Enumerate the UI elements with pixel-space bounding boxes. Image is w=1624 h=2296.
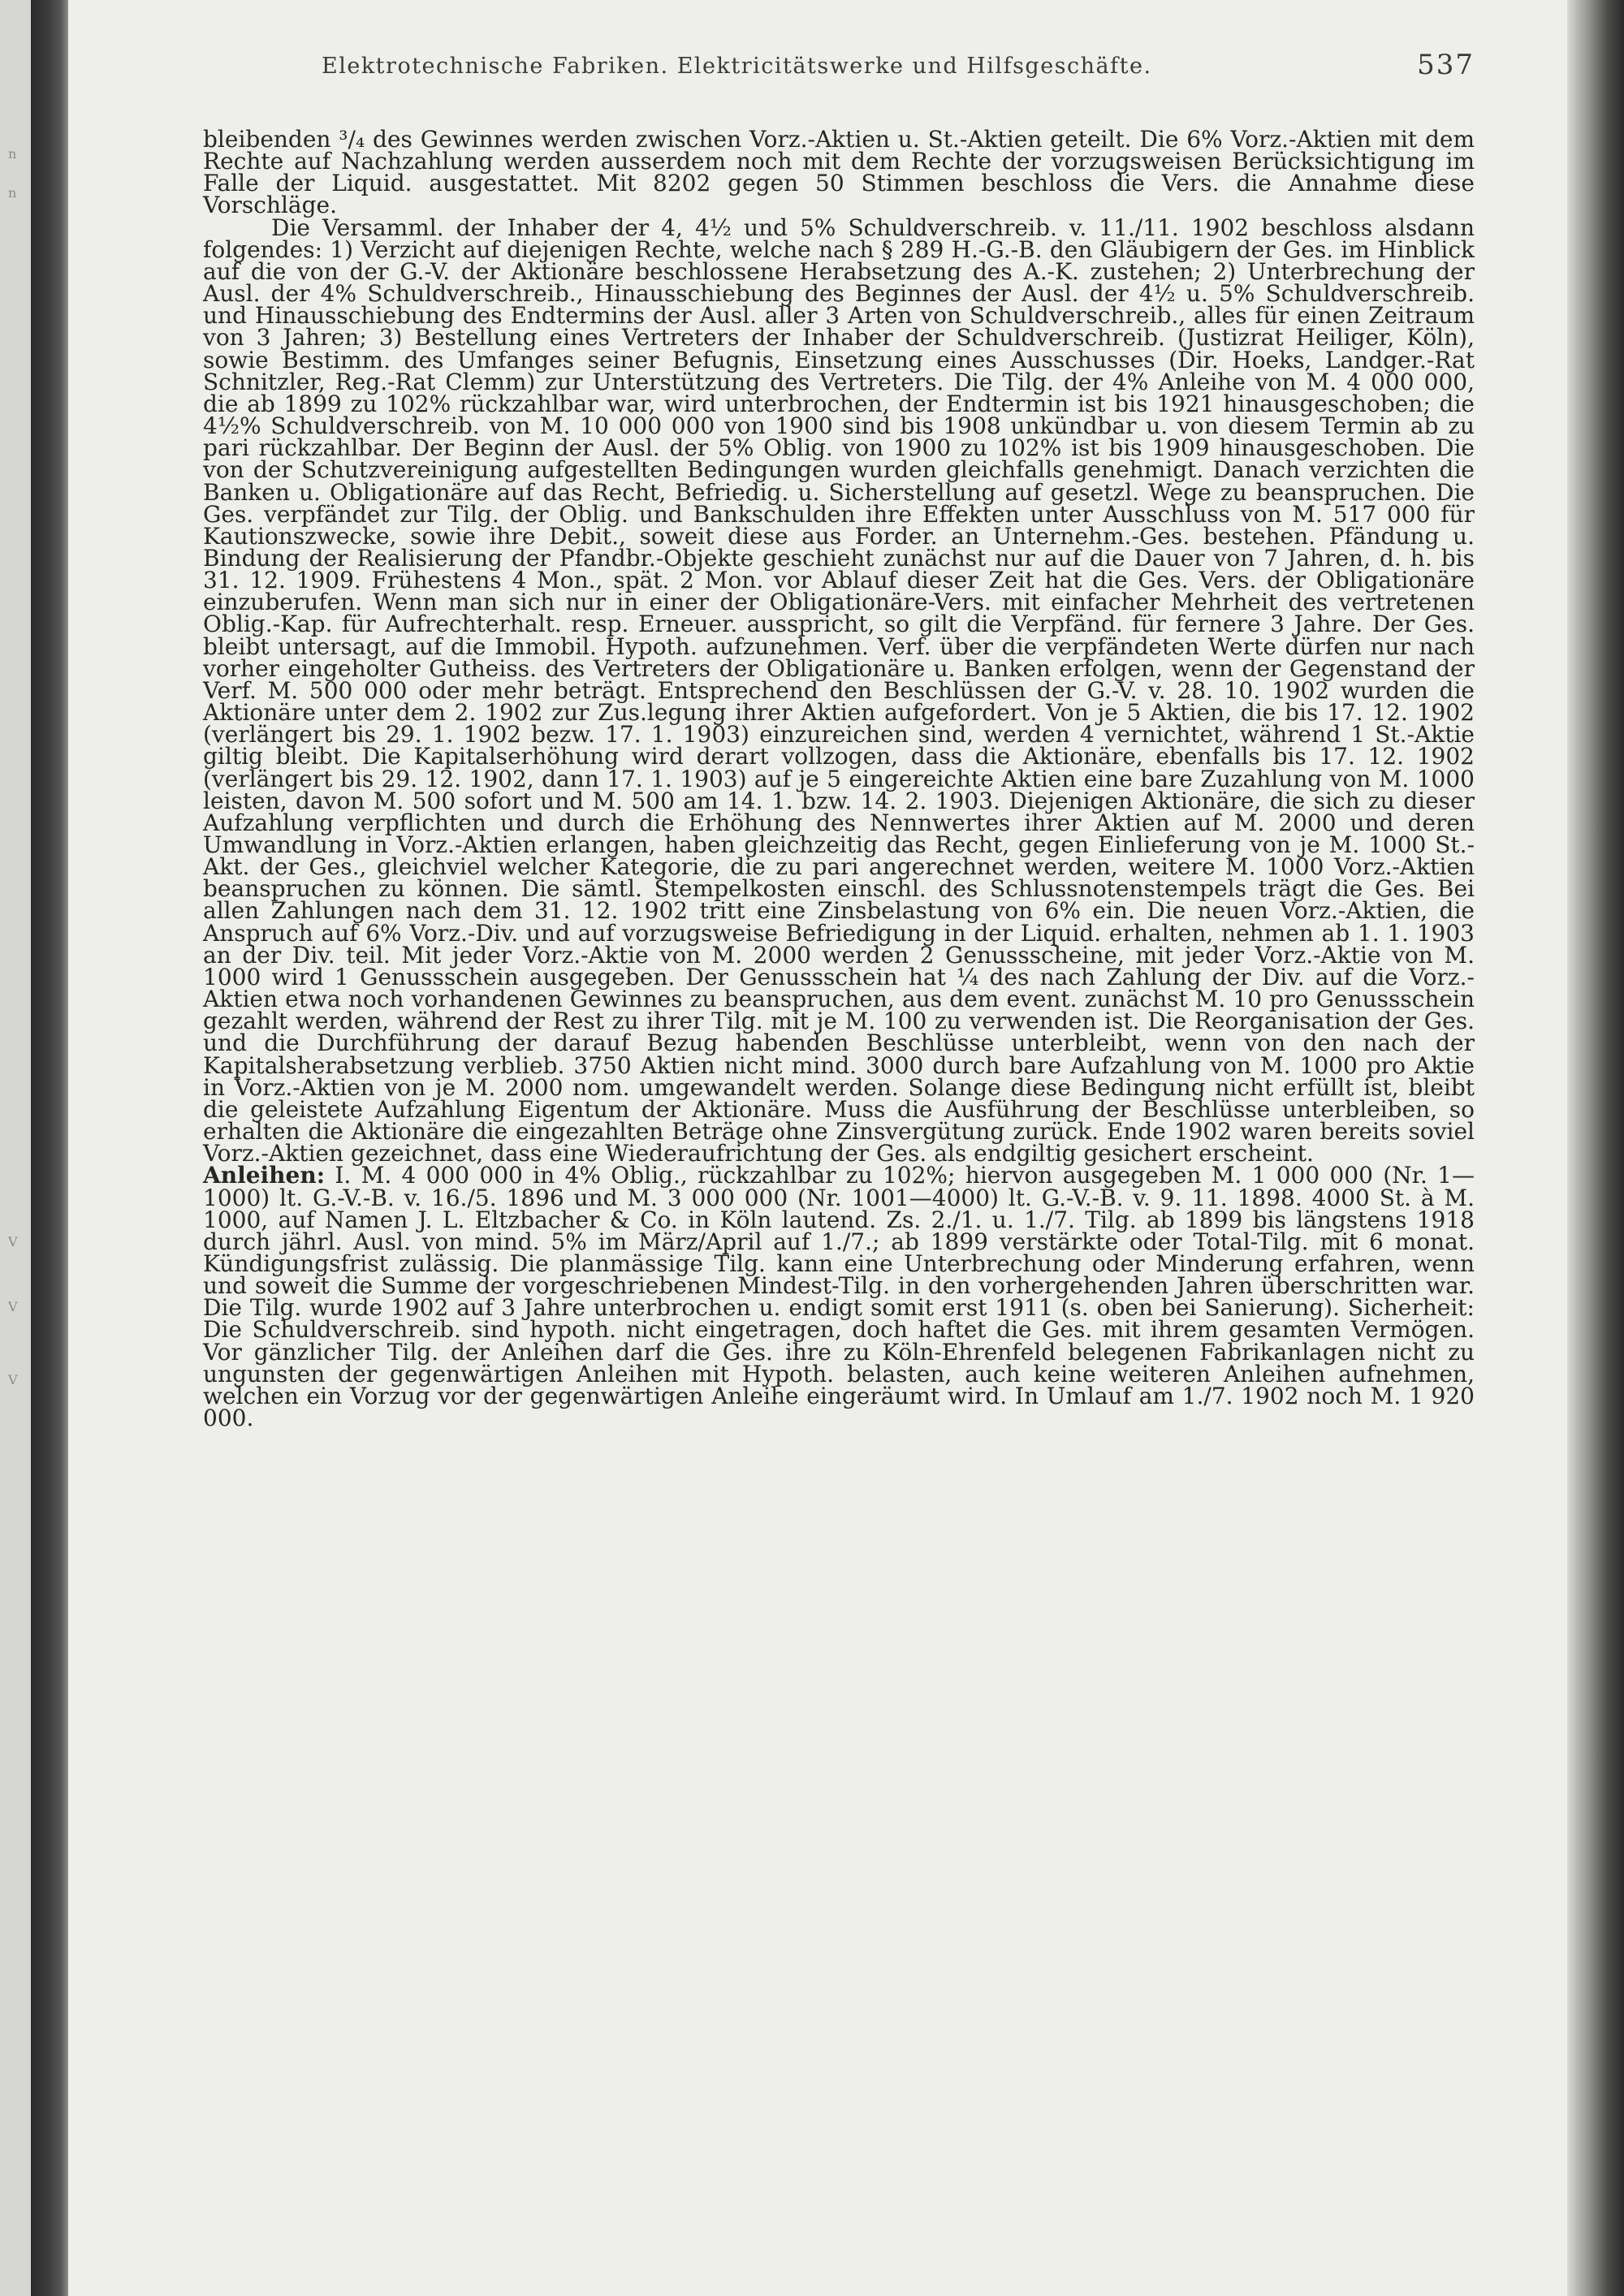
running-header <box>322 49 1475 86</box>
header-title: Elektrotechnische Fabriken. Elektricitätswerke und Hilfsgeschäfte. <box>322 54 1152 79</box>
facing-page-marks <box>0 0 31 2296</box>
loans-text: I. M. 4 000 000 in 4% Oblig., rückzahlbar zu 102%; hiervon ausgegeben M. 1 000 000 (Nr. 1—1000) lt. G.-V.-B. v. 16./5. 1896 und M. 3 000 000 (Nr. 1001—4000) lt. G.-V.-B. v. 9. 11. 1898. 4000 St. à M. 1000, auf Namen J. L. Eltzbacher & Co. in Köln lautend. Zs. 2./1. u. 1./7. Tilg. ab 1899 bis längstens 1918 durch jährl. Ausl. von mind. 5% im März/April auf 1./7.; ab 1899 verstärkte oder Total-Tilg. mit 6 monat. Kündigungsfrist zulässig. Die planmässige Tilg. kann eine Unterbrechung oder Minderung erfahren, wenn und soweit die Summe der vorgeschriebenen Mindest-Tilg. in den vorhergehenden Jahren überschritten war. Die Tilg. wurde 1902 auf 3 Jahre unterbrochen u. endigt somit erst 1911 (s. oben bei Sanierung). Sicherheit: Die Schuldverschreib. sind hypoth. nicht eingetragen, doch haftet die Ges. mit ihrem gesamten Vermögen. Vor gänzlicher Tilg. der Anleihen darf die Ges. ihre zu Köln-Ehrenfeld belegenen Fabrikanlagen nicht zu ungunsten der gegenwärtigen Anleihen mit Hypoth. belasten, auch keine weiteren Anleihen aufnehmen, welchen ein Vorzug vor der gegenwärtigen Anleihe eingeräumt wird. In Umlauf am 1./7. 1902 noch M. 1 920 000. <box>203 1162 1475 1432</box>
margin-mark: V <box>8 1299 18 1314</box>
margin-mark: V <box>8 1234 18 1249</box>
scanned-page <box>68 0 1567 2296</box>
paragraph-continuation: bleibenden ³/₄ des Gewinnes werden zwischen Vorz.-Aktien u. St.-Aktien geteilt. Die 6% Vorz.-Aktien mit dem Rechte auf Nachzahlung werden ausserdem noch mit dem Rechte der vorzugsweisen Berücksichtigung im Falle der Liquid. ausgestattet. Mit 8202 gegen 50 Stimmen beschloss die Vers. die Annahme diese Vorschläge. <box>203 126 1475 219</box>
margin-mark: V <box>8 1372 18 1388</box>
book-binding-gutter <box>31 0 68 2296</box>
margin-mark: n <box>8 185 17 201</box>
loans-lead: Anleihen: <box>203 1162 326 1189</box>
margin-mark: n <box>8 146 17 162</box>
page-right-edge-shadow <box>1567 0 1624 2296</box>
paragraph-loans <box>203 1162 1475 1432</box>
page-number: 537 <box>1417 49 1475 81</box>
body-text <box>203 126 1475 1432</box>
paragraph-bondholder-meeting: Die Versamml. der Inhaber der 4, 4½ und 5% Schuldverschreib. v. 11./11. 1902 beschloss alsdann folgendes: 1) Verzicht auf diejenigen Rechte, welche nach § 289 H.-G.-B. den Gläubigern der Ges. im Hinblick auf die von der G.-V. der Aktionäre beschlossene Herabsetzung des A.-K. zustehen; 2) Unterbrechung der Ausl. der 4% Schuldverschreib., Hinausschiebung des Beginnes der Ausl. der 4½ u. 5% Schuldverschreib. und Hinausschiebung des Endtermins der Ausl. aller 3 Arten von Schuldverschreib., alles für einen Zeitraum von 3 Jahren; 3) Bestellung eines Vertreters der Inhaber der Schuldverschreib. (Justizrat Heiliger, Köln), sowie Bestimm. des Umfanges seiner Befugnis, Einsetzung eines Ausschusses (Dir. Hoeks, Landger.-Rat Schnitzler, Reg.-Rat Clemm) zur Unterstützung des Vertreters. Die Tilg. der 4% Anleihe von M. 4 000 000, die ab 1899 zu 102% rückzahlbar war, wird unterbrochen, der Endtermin ist bis 1921 hinausgeschoben; die 4½% Schuldverschreib. von M. 10 000 000 von 1900 sind bis 1908 unkündbar u. von diesem Termin ab zu pari rückzahlbar. Der Beginn der Ausl. der 5% Oblig. von 1900 zu 102% ist bis 1909 hinausgeschoben. Die von der Schutzvereinigung aufgestellten Bedingungen wurden gleichfalls genehmigt. Danach verzichten die Banken u. Obligationäre auf das Recht, Befriedig. u. Sicherstellung auf gesetzl. Wege zu beanspruchen. Die Ges. verpfändet zur Tilg. der Oblig. und Bankschulden ihre Effekten unter Ausschluss von M. 517 000 für Kautionszwecke, sowie ihre Debit., soweit diese aus Forder. an Unternehm.-Ges. bestehen. Pfändung u. Bindung der Realisierung der Pfandbr.-Objekte geschieht zunächst nur auf die Dauer von 7 Jahren, d. h. bis 31. 12. 1909. Frühestens 4 Mon., spät. 2 Mon. vor Ablauf dieser Zeit hat die Ges. Vers. der Obligationäre einzuberufen. Wenn man sich nur in einer der Obligationäre-Vers. mit einfacher Mehrheit des vertretenen Oblig.-Kap. für Aufrechterhalt. resp. Erneuer. ausspricht, so gilt die Verpfänd. für fernere 3 Jahre. Der Ges. bleibt untersagt, auf die Immobil. Hypoth. aufzunehmen. Verf. über die verpfändeten Werte dürfen nur nach vorher eingeholter Gutheiss. des Vertreters der Obligationäre u. Banken erfolgen, wenn der Gegenstand der Verf. M. 500 000 oder mehr beträgt. Entsprechend den Beschlüssen der G.-V. v. 28. 10. 1902 wurden die Aktionäre unter dem 2. 1902 zur Zus.legung ihrer Aktien aufgefordert. Von je 5 Aktien, die bis 17. 12. 1902 (verlängert bis 29. 1. 1902 bezw. 17. 1. 1903) einzureichen sind, werden 4 vernichtet, während 1 St.-Aktie giltig bleibt. Die Kapitalserhöhung wird derart vollzogen, dass die Aktionäre, ebenfalls bis 17. 12. 1902 (verlängert bis 29. 12. 1902, dann 17. 1. 1903) auf je 5 eingereichte Aktien eine bare Zuzahlung von M. 1000 leisten, davon M. 500 sofort und M. 500 am 14. 1. bzw. 14. 2. 1903. Diejenigen Aktionäre, die sich zu dieser Aufzahlung verpflichten und durch die Erhöhung des Nennwertes ihrer Aktien auf M. 2000 und deren Umwandlung in Vorz.-Aktien erlangen, haben gleichzeitig das Recht, gegen Einlieferung von je M. 1000 St.-Akt. der Ges., gleichviel welcher Kategorie, die zu pari angerechnet werden, weitere M. 1000 Vorz.-Aktien beanspruchen zu können. Die sämtl. Stempelkosten einschl. des Schlussnotenstempels trägt die Ges. Bei allen Zahlungen nach dem 31. 12. 1902 tritt eine Zinsbelastung von 6% ein. Die neuen Vorz.-Aktien, die Anspruch auf 6% Vorz.-Div. und auf vorzugsweise Befriedigung in der Liquid. erhalten, nehmen ab 1. 1. 1903 an der Div. teil. Mit jeder Vorz.-Aktie von M. 2000 werden 2 Genussscheine, mit jeder Vorz.-Aktie von M. 1000 wird 1 Genussschein ausgegeben. Der Genussschein hat ¼ des nach Zahlung der Div. auf die Vorz.-Aktien etwa noch vorhandenen Gewinnes zu beanspruchen, aus dem event. zunächst M. 10 pro Genussschein gezahlt werden, während der Rest zu ihrer Tilg. mit je M. 100 zu verwenden ist. Die Reorganisation der Ges. und die Durchführung der darauf Bezug habenden Beschlüsse unterbleibt, wenn von den nach der Kapitalsherabsetzung verblieb. 3750 Aktien nicht mind. 3000 durch bare Aufzahlung von M. 1000 pro Aktie in Vorz.-Aktien von je M. 2000 nom. umgewandelt werden. Solange diese Bedingung nicht erfüllt ist, bleibt die geleistete Aufzahlung Eigentum der Aktionäre. Muss die Ausführung der Beschlüsse unterbleiben, so erhalten die Aktionäre die eingezahlten Beträge ohne Zinsvergütung zurück. Ende 1902 waren bereits soviel Vorz.-Aktien gezeichnet, dass eine Wiederaufrichtung der Ges. als endgiltig gesichert erscheint. <box>203 214 1475 1167</box>
